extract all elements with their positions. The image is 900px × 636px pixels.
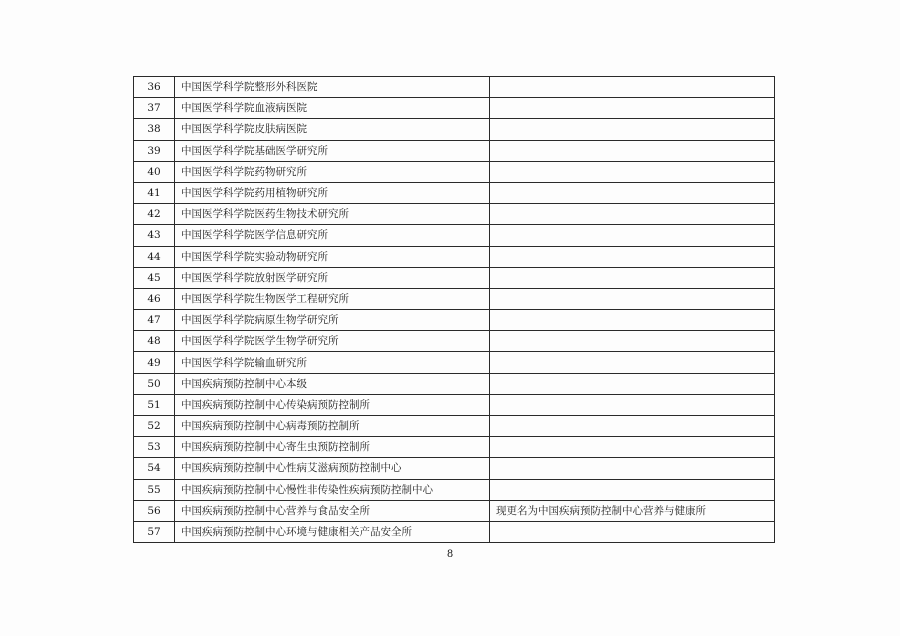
- institution-name-cell: 中国医学科学院生物医学工程研究所: [175, 288, 490, 309]
- row-number-cell: 37: [134, 98, 175, 119]
- remark-cell: [490, 161, 775, 182]
- row-number-cell: 39: [134, 140, 175, 161]
- table-row: [134, 521, 775, 542]
- row-number-cell: 48: [134, 331, 175, 352]
- institution-name-cell: 中国疾病预防控制中心性病艾滋病预防控制中心: [175, 458, 490, 479]
- institution-table: [133, 76, 775, 543]
- remark-cell: [490, 437, 775, 458]
- table-row: [134, 140, 775, 161]
- institution-name-cell: 中国医学科学院实验动物研究所: [175, 246, 490, 267]
- row-number-cell: 51: [134, 394, 175, 415]
- table-row: [134, 479, 775, 500]
- institution-name-cell: 中国医学科学院放射医学研究所: [175, 267, 490, 288]
- institution-name-cell: 中国疾病预防控制中心病毒预防控制所: [175, 416, 490, 437]
- row-number-cell: 54: [134, 458, 175, 479]
- remark-cell: [490, 331, 775, 352]
- table-row: [134, 437, 775, 458]
- institution-name-cell: 中国医学科学院医学信息研究所: [175, 225, 490, 246]
- remark-cell: [490, 479, 775, 500]
- row-number-cell: 40: [134, 161, 175, 182]
- institution-name-cell: 中国疾病预防控制中心慢性非传染性疾病预防控制中心: [175, 479, 490, 500]
- remark-cell: [490, 352, 775, 373]
- row-number-cell: 36: [134, 77, 175, 98]
- institution-name-cell: 中国疾病预防控制中心传染病预防控制所: [175, 394, 490, 415]
- remark-cell: [490, 416, 775, 437]
- remark-cell: [490, 140, 775, 161]
- table-row: [134, 373, 775, 394]
- table-row: [134, 458, 775, 479]
- row-number-cell: 45: [134, 267, 175, 288]
- table-row: [134, 225, 775, 246]
- row-number-cell: 38: [134, 119, 175, 140]
- remark-cell: [490, 182, 775, 203]
- remark-cell: [490, 458, 775, 479]
- institution-name-cell: 中国疾病预防控制中心本级: [175, 373, 490, 394]
- institution-name-cell: 中国疾病预防控制中心营养与食品安全所: [175, 500, 490, 521]
- table-row: [134, 310, 775, 331]
- table-row: [134, 352, 775, 373]
- table-row: [134, 500, 775, 521]
- remark-cell: [490, 225, 775, 246]
- institution-name-cell: 中国医学科学院皮肤病医院: [175, 119, 490, 140]
- institution-name-cell: 中国医学科学院病原生物学研究所: [175, 310, 490, 331]
- row-number-cell: 43: [134, 225, 175, 246]
- institution-name-cell: 中国医学科学院药物研究所: [175, 161, 490, 182]
- institution-name-cell: 中国疾病预防控制中心环境与健康相关产品安全所: [175, 521, 490, 542]
- institution-name-cell: 中国医学科学院医学生物学研究所: [175, 331, 490, 352]
- institution-name-cell: 中国医学科学院药用植物研究所: [175, 182, 490, 203]
- remark-cell: [490, 267, 775, 288]
- table-row: [134, 119, 775, 140]
- table-row: [134, 182, 775, 203]
- row-number-cell: 42: [134, 204, 175, 225]
- remark-cell: [490, 204, 775, 225]
- row-number-cell: 41: [134, 182, 175, 203]
- institution-name-cell: 中国疾病预防控制中心寄生虫预防控制所: [175, 437, 490, 458]
- institution-name-cell: 中国医学科学院血液病医院: [175, 98, 490, 119]
- remark-cell: [490, 521, 775, 542]
- remark-cell: [490, 98, 775, 119]
- institution-name-cell: 中国医学科学院基础医学研究所: [175, 140, 490, 161]
- row-number-cell: 50: [134, 373, 175, 394]
- remark-cell: [490, 77, 775, 98]
- row-number-cell: 56: [134, 500, 175, 521]
- table-row: [134, 267, 775, 288]
- table-body: [134, 77, 775, 543]
- remark-cell: [490, 373, 775, 394]
- row-number-cell: 52: [134, 416, 175, 437]
- table-row: [134, 246, 775, 267]
- page-number: 8: [446, 549, 454, 560]
- table-row: [134, 161, 775, 182]
- institution-name-cell: 中国医学科学院医药生物技术研究所: [175, 204, 490, 225]
- table-row: [134, 288, 775, 309]
- row-number-cell: 57: [134, 521, 175, 542]
- table-row: [134, 394, 775, 415]
- remark-cell: [490, 119, 775, 140]
- remark-cell: [490, 310, 775, 331]
- row-number-cell: 46: [134, 288, 175, 309]
- row-number-cell: 55: [134, 479, 175, 500]
- remark-cell: [490, 246, 775, 267]
- table-row: [134, 77, 775, 98]
- table-row: [134, 331, 775, 352]
- row-number-cell: 44: [134, 246, 175, 267]
- remark-cell: 现更名为中国疾病预防控制中心营养与健康所: [490, 500, 775, 521]
- remark-cell: [490, 394, 775, 415]
- table-row: [134, 416, 775, 437]
- institution-name-cell: 中国医学科学院输血研究所: [175, 352, 490, 373]
- remark-cell: [490, 288, 775, 309]
- row-number-cell: 47: [134, 310, 175, 331]
- table-row: [134, 98, 775, 119]
- institution-name-cell: 中国医学科学院整形外科医院: [175, 77, 490, 98]
- table-row: [134, 204, 775, 225]
- row-number-cell: 49: [134, 352, 175, 373]
- row-number-cell: 53: [134, 437, 175, 458]
